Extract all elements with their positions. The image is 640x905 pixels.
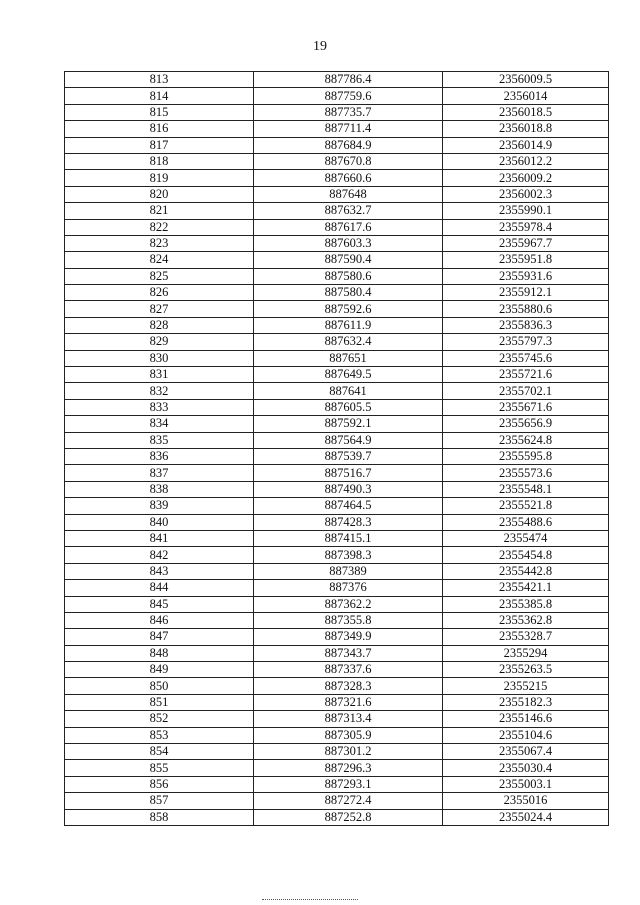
x-coordinate-cell: 887660.6 <box>254 170 443 186</box>
x-coordinate-cell: 887786.4 <box>254 72 443 88</box>
x-coordinate-cell: 887632.7 <box>254 203 443 219</box>
point-number-cell: 817 <box>65 137 254 153</box>
table-row <box>65 235 609 251</box>
coordinates-table <box>64 71 609 826</box>
y-coordinate-cell: 2355488.6 <box>443 514 609 530</box>
x-coordinate-cell: 887355.8 <box>254 612 443 628</box>
table-row <box>65 383 609 399</box>
table-row <box>65 268 609 284</box>
point-number-cell: 848 <box>65 645 254 661</box>
x-coordinate-cell: 887649.5 <box>254 367 443 383</box>
x-coordinate-cell: 887252.8 <box>254 809 443 825</box>
x-coordinate-cell: 887735.7 <box>254 104 443 120</box>
point-number-cell: 856 <box>65 776 254 792</box>
table-row <box>65 219 609 235</box>
table-row <box>65 580 609 596</box>
point-number-cell: 835 <box>65 432 254 448</box>
point-number-cell: 842 <box>65 547 254 563</box>
x-coordinate-cell: 887362.2 <box>254 596 443 612</box>
point-number-cell: 834 <box>65 416 254 432</box>
x-coordinate-cell: 887490.3 <box>254 481 443 497</box>
table-row <box>65 744 609 760</box>
y-coordinate-cell: 2355721.6 <box>443 367 609 383</box>
y-coordinate-cell: 2355362.8 <box>443 612 609 628</box>
point-number-cell: 813 <box>65 72 254 88</box>
y-coordinate-cell: 2356018.8 <box>443 121 609 137</box>
x-coordinate-cell: 887516.7 <box>254 465 443 481</box>
point-number-cell: 820 <box>65 186 254 202</box>
y-coordinate-cell: 2355263.5 <box>443 662 609 678</box>
x-coordinate-cell: 887564.9 <box>254 432 443 448</box>
x-coordinate-cell: 887617.6 <box>254 219 443 235</box>
table-row <box>65 72 609 88</box>
y-coordinate-cell: 2355656.9 <box>443 416 609 432</box>
table-row <box>65 612 609 628</box>
table-row <box>65 203 609 219</box>
y-coordinate-cell: 2355215 <box>443 678 609 694</box>
table-row <box>65 514 609 530</box>
y-coordinate-cell: 2355003.1 <box>443 776 609 792</box>
point-number-cell: 853 <box>65 727 254 743</box>
point-number-cell: 844 <box>65 580 254 596</box>
x-coordinate-cell: 887592.6 <box>254 301 443 317</box>
point-number-cell: 849 <box>65 662 254 678</box>
point-number-cell: 831 <box>65 367 254 383</box>
x-coordinate-cell: 887313.4 <box>254 711 443 727</box>
x-coordinate-cell: 887611.9 <box>254 317 443 333</box>
table-row <box>65 334 609 350</box>
table-row <box>65 563 609 579</box>
x-coordinate-cell: 887349.9 <box>254 629 443 645</box>
x-coordinate-cell: 887605.5 <box>254 399 443 415</box>
point-number-cell: 858 <box>65 809 254 825</box>
point-number-cell: 818 <box>65 153 254 169</box>
table-row <box>65 367 609 383</box>
point-number-cell: 822 <box>65 219 254 235</box>
y-coordinate-cell: 2356002.3 <box>443 186 609 202</box>
table-row <box>65 121 609 137</box>
x-coordinate-cell: 887321.6 <box>254 694 443 710</box>
y-coordinate-cell: 2355016 <box>443 793 609 809</box>
point-number-cell: 839 <box>65 498 254 514</box>
y-coordinate-cell: 2355990.1 <box>443 203 609 219</box>
table-row <box>65 711 609 727</box>
y-coordinate-cell: 2355067.4 <box>443 744 609 760</box>
y-coordinate-cell: 2356009.2 <box>443 170 609 186</box>
y-coordinate-cell: 2355951.8 <box>443 252 609 268</box>
point-number-cell: 847 <box>65 629 254 645</box>
y-coordinate-cell: 2356018.5 <box>443 104 609 120</box>
y-coordinate-cell: 2355880.6 <box>443 301 609 317</box>
y-coordinate-cell: 2356009.5 <box>443 72 609 88</box>
y-coordinate-cell: 2355182.3 <box>443 694 609 710</box>
y-coordinate-cell: 2355978.4 <box>443 219 609 235</box>
y-coordinate-cell: 2356012.2 <box>443 153 609 169</box>
page-bottom-mark <box>262 899 358 901</box>
point-number-cell: 833 <box>65 399 254 415</box>
y-coordinate-cell: 2355967.7 <box>443 235 609 251</box>
y-coordinate-cell: 2355931.6 <box>443 268 609 284</box>
x-coordinate-cell: 887337.6 <box>254 662 443 678</box>
x-coordinate-cell: 887296.3 <box>254 760 443 776</box>
table-row <box>65 186 609 202</box>
y-coordinate-cell: 2355595.8 <box>443 448 609 464</box>
table-row <box>65 760 609 776</box>
x-coordinate-cell: 887759.6 <box>254 88 443 104</box>
point-number-cell: 821 <box>65 203 254 219</box>
y-coordinate-cell: 2355442.8 <box>443 563 609 579</box>
point-number-cell: 840 <box>65 514 254 530</box>
point-number-cell: 826 <box>65 285 254 301</box>
x-coordinate-cell: 887389 <box>254 563 443 579</box>
y-coordinate-cell: 2355671.6 <box>443 399 609 415</box>
y-coordinate-cell: 2355454.8 <box>443 547 609 563</box>
point-number-cell: 824 <box>65 252 254 268</box>
point-number-cell: 827 <box>65 301 254 317</box>
x-coordinate-cell: 887670.8 <box>254 153 443 169</box>
x-coordinate-cell: 887328.3 <box>254 678 443 694</box>
table-row <box>65 662 609 678</box>
x-coordinate-cell: 887590.4 <box>254 252 443 268</box>
table-row <box>65 793 609 809</box>
table-row <box>65 399 609 415</box>
point-number-cell: 838 <box>65 481 254 497</box>
x-coordinate-cell: 887580.4 <box>254 285 443 301</box>
x-coordinate-cell: 887428.3 <box>254 514 443 530</box>
y-coordinate-cell: 2355385.8 <box>443 596 609 612</box>
x-coordinate-cell: 887376 <box>254 580 443 596</box>
x-coordinate-cell: 887539.7 <box>254 448 443 464</box>
point-number-cell: 814 <box>65 88 254 104</box>
x-coordinate-cell: 887580.6 <box>254 268 443 284</box>
point-number-cell: 852 <box>65 711 254 727</box>
y-coordinate-cell: 2355030.4 <box>443 760 609 776</box>
y-coordinate-cell: 2355294 <box>443 645 609 661</box>
x-coordinate-cell: 887293.1 <box>254 776 443 792</box>
y-coordinate-cell: 2355624.8 <box>443 432 609 448</box>
coordinates-table-body <box>65 72 609 826</box>
table-row <box>65 350 609 366</box>
table-row <box>65 809 609 825</box>
table-row <box>65 88 609 104</box>
point-number-cell: 857 <box>65 793 254 809</box>
table-row <box>65 776 609 792</box>
table-row <box>65 694 609 710</box>
table-row <box>65 498 609 514</box>
x-coordinate-cell: 887632.4 <box>254 334 443 350</box>
y-coordinate-cell: 2355745.6 <box>443 350 609 366</box>
table-row <box>65 153 609 169</box>
point-number-cell: 845 <box>65 596 254 612</box>
table-row <box>65 678 609 694</box>
page-number: 19 <box>313 39 327 54</box>
table-row <box>65 301 609 317</box>
y-coordinate-cell: 2355912.1 <box>443 285 609 301</box>
y-coordinate-cell: 2356014 <box>443 88 609 104</box>
point-number-cell: 850 <box>65 678 254 694</box>
x-coordinate-cell: 887648 <box>254 186 443 202</box>
point-number-cell: 829 <box>65 334 254 350</box>
table-row <box>65 285 609 301</box>
x-coordinate-cell: 887684.9 <box>254 137 443 153</box>
y-coordinate-cell: 2355836.3 <box>443 317 609 333</box>
y-coordinate-cell: 2355797.3 <box>443 334 609 350</box>
y-coordinate-cell: 2355421.1 <box>443 580 609 596</box>
table-row <box>65 629 609 645</box>
table-row <box>65 252 609 268</box>
y-coordinate-cell: 2355521.8 <box>443 498 609 514</box>
x-coordinate-cell: 887272.4 <box>254 793 443 809</box>
x-coordinate-cell: 887464.5 <box>254 498 443 514</box>
table-row <box>65 645 609 661</box>
y-coordinate-cell: 2355548.1 <box>443 481 609 497</box>
table-row <box>65 547 609 563</box>
point-number-cell: 843 <box>65 563 254 579</box>
point-number-cell: 846 <box>65 612 254 628</box>
table-row <box>65 481 609 497</box>
point-number-cell: 816 <box>65 121 254 137</box>
x-coordinate-cell: 887343.7 <box>254 645 443 661</box>
x-coordinate-cell: 887398.3 <box>254 547 443 563</box>
table-row <box>65 530 609 546</box>
point-number-cell: 819 <box>65 170 254 186</box>
x-coordinate-cell: 887603.3 <box>254 235 443 251</box>
point-number-cell: 836 <box>65 448 254 464</box>
y-coordinate-cell: 2355474 <box>443 530 609 546</box>
y-coordinate-cell: 2355573.6 <box>443 465 609 481</box>
point-number-cell: 854 <box>65 744 254 760</box>
table-row <box>65 416 609 432</box>
y-coordinate-cell: 2355146.6 <box>443 711 609 727</box>
table-row <box>65 317 609 333</box>
table-row <box>65 137 609 153</box>
table-row <box>65 170 609 186</box>
point-number-cell: 830 <box>65 350 254 366</box>
table-row <box>65 448 609 464</box>
y-coordinate-cell: 2356014.9 <box>443 137 609 153</box>
x-coordinate-cell: 887415.1 <box>254 530 443 546</box>
point-number-cell: 855 <box>65 760 254 776</box>
point-number-cell: 841 <box>65 530 254 546</box>
y-coordinate-cell: 2355702.1 <box>443 383 609 399</box>
table-row <box>65 432 609 448</box>
x-coordinate-cell: 887301.2 <box>254 744 443 760</box>
point-number-cell: 837 <box>65 465 254 481</box>
y-coordinate-cell: 2355024.4 <box>443 809 609 825</box>
point-number-cell: 825 <box>65 268 254 284</box>
point-number-cell: 823 <box>65 235 254 251</box>
x-coordinate-cell: 887711.4 <box>254 121 443 137</box>
x-coordinate-cell: 887592.1 <box>254 416 443 432</box>
point-number-cell: 815 <box>65 104 254 120</box>
point-number-cell: 851 <box>65 694 254 710</box>
y-coordinate-cell: 2355328.7 <box>443 629 609 645</box>
table-row <box>65 465 609 481</box>
table-row <box>65 104 609 120</box>
table-row <box>65 727 609 743</box>
point-number-cell: 832 <box>65 383 254 399</box>
x-coordinate-cell: 887641 <box>254 383 443 399</box>
point-number-cell: 828 <box>65 317 254 333</box>
x-coordinate-cell: 887651 <box>254 350 443 366</box>
y-coordinate-cell: 2355104.6 <box>443 727 609 743</box>
x-coordinate-cell: 887305.9 <box>254 727 443 743</box>
table-row <box>65 596 609 612</box>
